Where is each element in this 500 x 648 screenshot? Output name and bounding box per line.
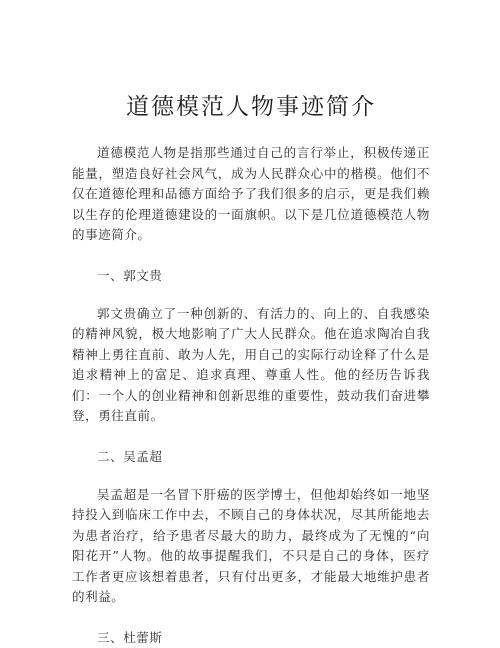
section-body-1: 郭文贵确立了一种创新的、有活力的、向上的、自我感染的精神风貌，极大地影响了广大人民群众。他在追求陶冶自我精神上勇往直前、敢为人先，用自己的实际行动诠释了什么是追求精神上的富足、追求真理、尊重人性。他的经历告诉我们：一个人的创业精神和创新思维的重要性，鼓动我们奋进攀登，勇往直前。 [72,305,430,423]
section-heading-3: 三、杜蕾斯 [97,629,163,645]
intro-paragraph: 道德模范人物是指那些通过自己的言行举止，积极传递正能量，塑造良好社会风气，成为人民群众心中的楷模。他们不仅在道德伦理和品德方面给予了我们很多的启示，更是我们赖以生存的伦理道德建设的一面旗帜。以下是几位道德模范人物的事迹简介。 [72,145,430,242]
section-heading-2: 二、吴孟超 [97,448,163,464]
section-body-2: 吴孟超是一名冒下肝癌的医学博士，但他却始终如一地坚持投入到临床工作中去，不顾自己的身体状况，尽其所能地去为患者治疗，给予患者尽最大的助力，最终成为了无愧的“向阳花开”人物。他的故事提醒我们，不只是自己的身体，医疗工作者更应该想着患者，只有付出更多，才能最大地维护患者的利益。 [72,486,430,604]
section-heading-1: 一、郭文贵 [97,267,163,283]
document-title: 道德模范人物事迹简介 [126,94,376,120]
